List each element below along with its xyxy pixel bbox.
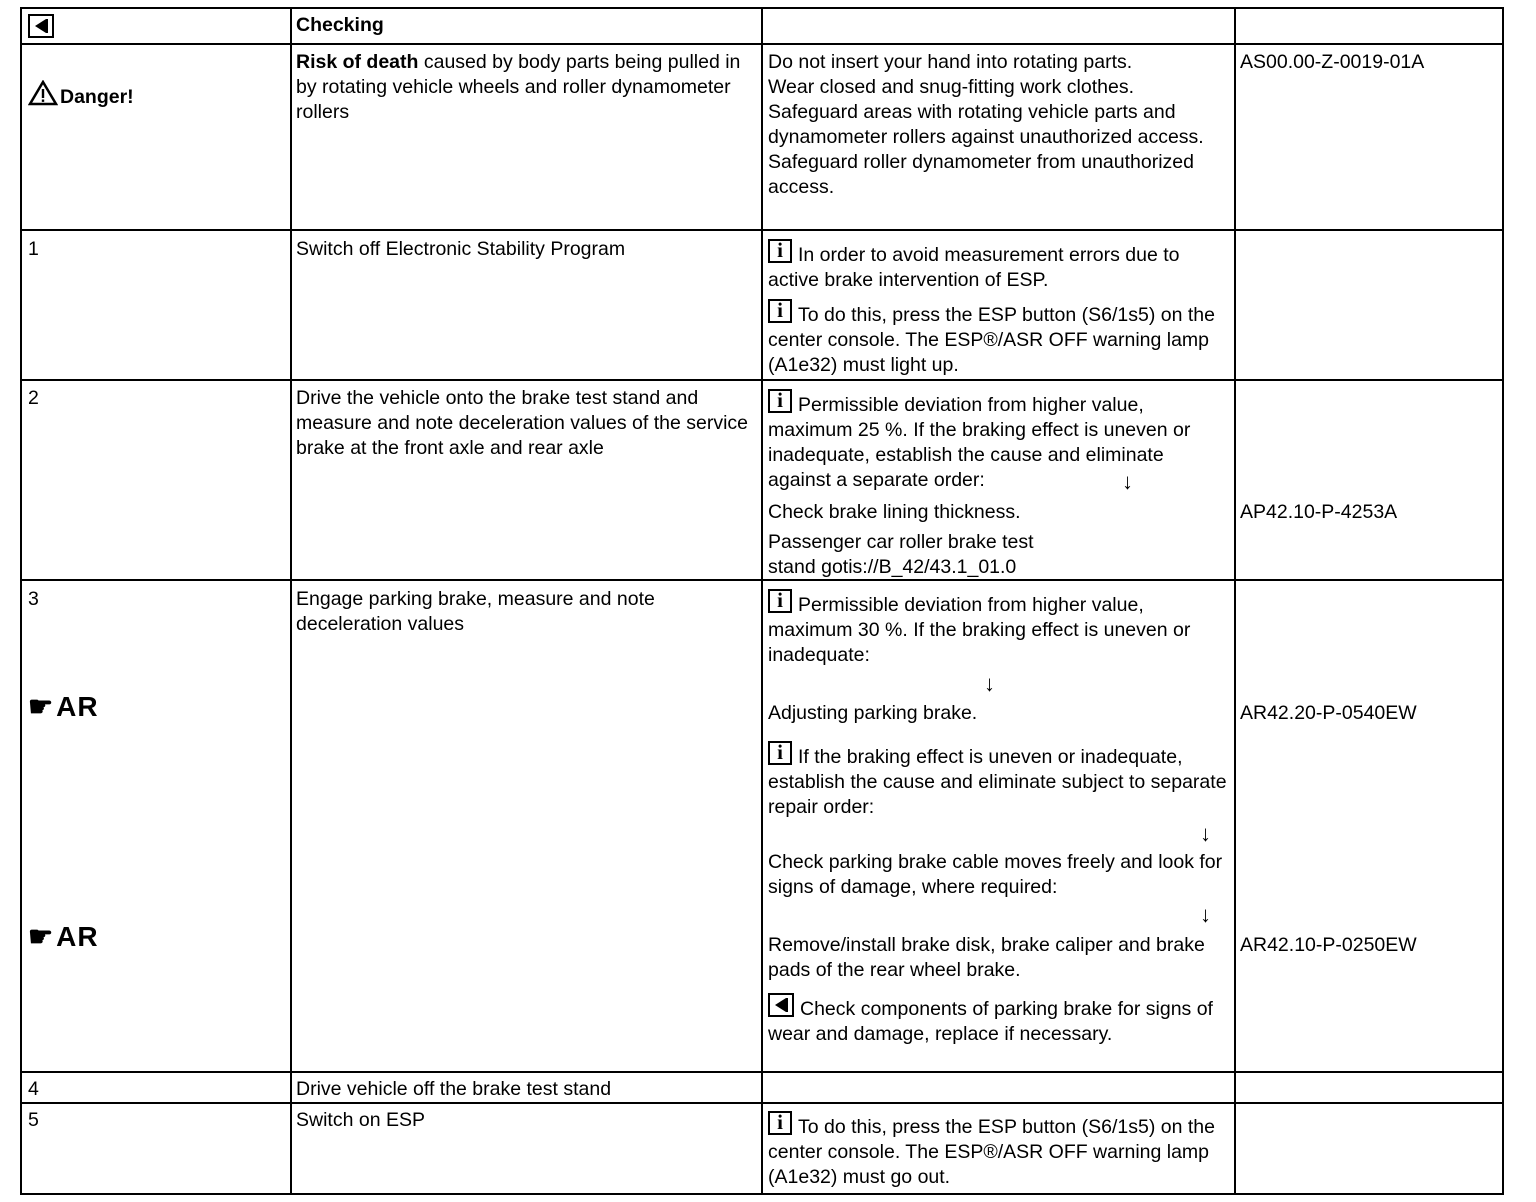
step-ref-link[interactable]: AP42.10-P-4253A: [1240, 501, 1398, 523]
row-divider: [22, 579, 1502, 581]
note-text: In order to avoid measurement errors due to active brake intervention of ESP.: [768, 244, 1180, 291]
step-text: Drive vehicle off the brake test stand: [296, 1078, 612, 1100]
step-ref-link[interactable]: AR42.10-P-0250EW: [1240, 934, 1417, 956]
ar-label: AR: [56, 691, 99, 722]
info-box-icon: [768, 1111, 792, 1135]
note-text: If the braking effect is uneven or inadequate, establish the cause and eliminate subject to separate repair order:: [768, 746, 1227, 818]
column-divider: [1234, 9, 1236, 1193]
section-title: Checking: [296, 14, 384, 36]
danger-risk-rest: caused by body parts being pulled in by rotating vehicle wheels and roller dynamometer rollers: [296, 51, 741, 123]
step-note: [768, 1111, 1228, 1190]
step-text: Switch off Electronic Stability Program: [296, 238, 626, 260]
danger-measures: Do not insert your hand into rotating parts. Wear closed and snug-fitting work clothes. Safeguard areas with rotating vehicle parts and dynamometer rollers against unauthorized access. Safeguard roller dynamometer from unauthorized access.: [768, 51, 1204, 198]
down-arrow-icon: ↓: [1200, 821, 1211, 846]
step-note: Adjusting parking brake.: [768, 702, 978, 724]
note-text: To do this, press the ESP button (S6/1s5) on the center console. The ESP®/ASR OFF warning lamp (A1e32) must light up.: [768, 304, 1215, 376]
info-box-icon: [768, 589, 792, 613]
info-box-icon: [768, 389, 792, 413]
info-box-icon: [768, 741, 792, 765]
ar-reference-marker[interactable]: [28, 691, 99, 722]
row-divider: [22, 43, 1502, 45]
pointing-hand-icon: ☛: [28, 921, 55, 952]
step-ref-link[interactable]: AR42.20-P-0540EW: [1240, 702, 1417, 724]
step-text: Switch on ESP: [296, 1109, 425, 1131]
note-text: To do this, press the ESP button (S6/1s5) on the center console. The ESP®/ASR OFF warning lamp (A1e32) must go out.: [768, 1116, 1215, 1188]
note-text: Permissible deviation from higher value, maximum 30 %. If the braking effect is uneven or inadequate:: [768, 594, 1191, 666]
down-arrow-icon: ↓: [984, 671, 995, 696]
row-divider: [22, 379, 1502, 381]
danger-label-text: Danger!: [60, 86, 134, 108]
step-note: Check parking brake cable moves freely and look for signs of damage, where required:: [768, 851, 1223, 898]
row-divider: [22, 1102, 1502, 1104]
danger-label: [28, 55, 134, 110]
info-box-icon: [768, 239, 792, 263]
back-arrow-box-icon: [768, 993, 794, 1017]
step-note: Check brake lining thickness.: [768, 501, 1021, 523]
down-arrow-icon: ↓: [1122, 469, 1133, 494]
step-number: 4: [28, 1078, 39, 1100]
step-note: [768, 741, 1228, 820]
step-text: Drive the vehicle onto the brake test stand and measure and note deceleration values of the service brake at the front axle and rear axle: [296, 387, 749, 459]
row-divider: [22, 229, 1502, 231]
down-arrow-icon: ↓: [1200, 902, 1211, 927]
ar-label: AR: [56, 921, 99, 952]
step-number: 5: [28, 1109, 39, 1131]
note-text: Check components of parking brake for signs of wear and damage, replace if necessary.: [768, 998, 1213, 1045]
warning-triangle-icon: [28, 80, 58, 106]
danger-risk-bold: Risk of death: [296, 51, 419, 73]
step-note: [768, 389, 1228, 493]
row-divider: [22, 1071, 1502, 1073]
danger-description: [296, 50, 756, 125]
step-number: 3: [28, 588, 39, 610]
step-note: Remove/install brake disk, brake caliper and brake pads of the rear wheel brake.: [768, 934, 1205, 981]
pointing-hand-icon: ☛: [28, 691, 55, 722]
ar-reference-marker[interactable]: [28, 921, 99, 952]
note-text: Permissible deviation from higher value, maximum 25 %. If the braking effect is uneven or inadequate, establish the cause and eliminate against a separate order:: [768, 394, 1191, 491]
back-arrow-box-icon[interactable]: [28, 14, 54, 38]
procedure-table: [20, 7, 1504, 1195]
step-number: 2: [28, 387, 39, 409]
step-note: [768, 239, 1228, 293]
column-divider: [290, 9, 292, 1193]
step-note: [768, 299, 1228, 378]
column-divider: [761, 9, 763, 1193]
step-note: [768, 993, 1228, 1047]
info-box-icon: [768, 299, 792, 323]
step-note: [768, 589, 1228, 668]
step-note-link[interactable]: Passenger car roller brake test stand gotis://B_42/43.1_01.0: [768, 531, 1034, 578]
step-text: Engage parking brake, measure and note deceleration values: [296, 588, 655, 635]
step-number: 1: [28, 238, 39, 260]
danger-ref-link[interactable]: AS00.00-Z-0019-01A: [1240, 51, 1425, 73]
